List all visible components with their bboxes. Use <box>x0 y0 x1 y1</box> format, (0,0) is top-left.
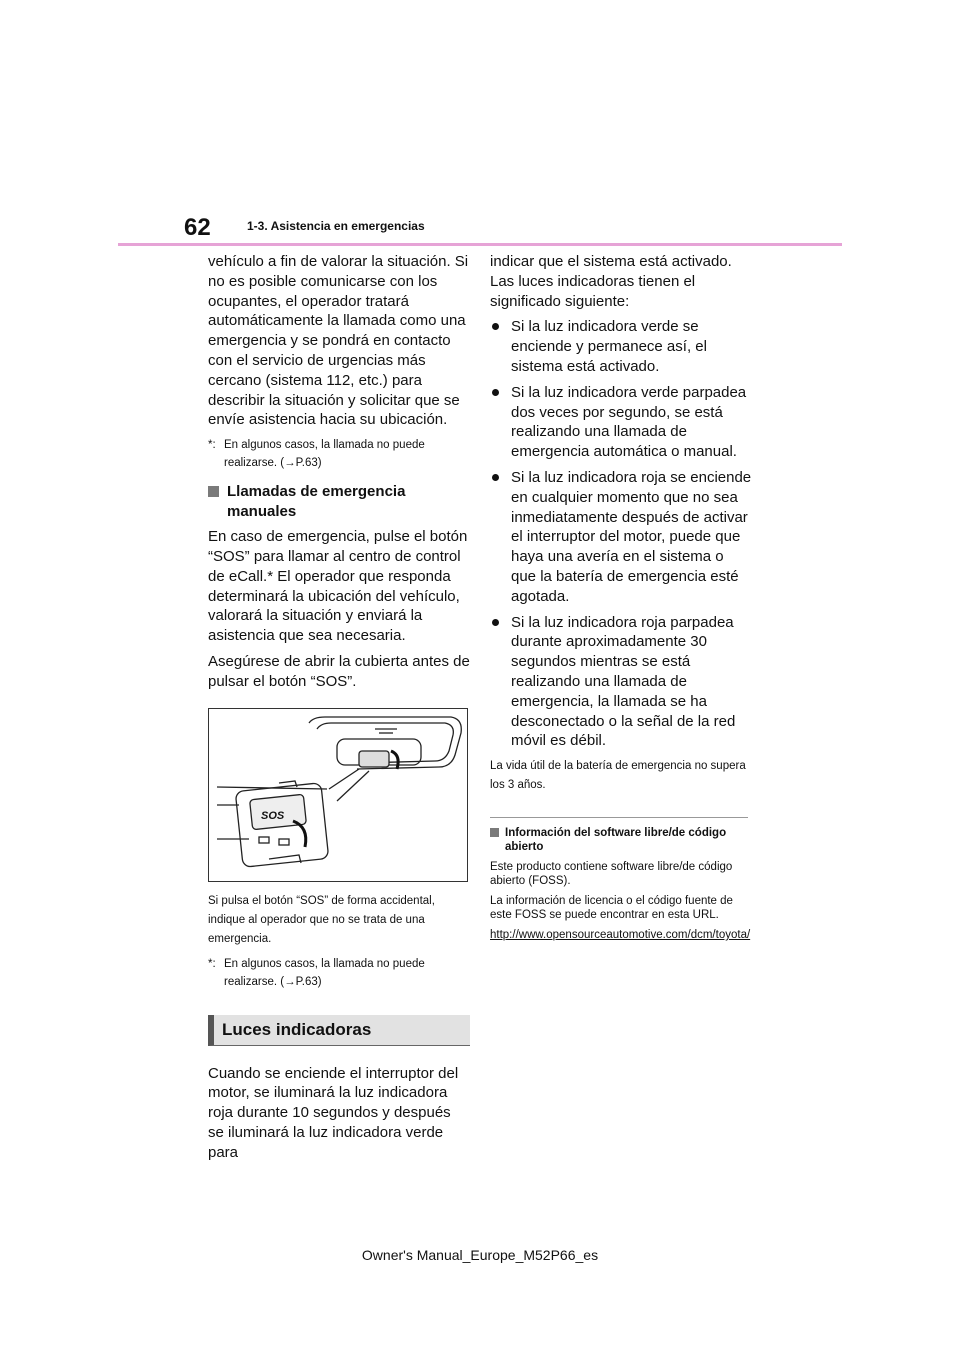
foss-heading-text: Información del software libre/de código abierto <box>505 827 727 854</box>
section-title: 1-3. Asistencia en emergencias <box>247 219 425 233</box>
sos-button-illustration <box>208 708 468 882</box>
foss-link[interactable]: http://www.opensourceautomotive.com/dcm/toyota/ <box>490 929 751 942</box>
left-column <box>208 252 470 1169</box>
footer-text: Owner's Manual_Europe_M52P66_es <box>361 1247 599 1263</box>
foss-license-paragraph: La información de licencia o el código fuente de este FOSS se puede encontrar en esta URL. <box>490 895 733 922</box>
sos-button-label: SOS <box>261 809 285 822</box>
square-bullet-icon <box>490 828 499 837</box>
list-item: Si la luz indicadora verde parpadea dos veces por segundo, se está realizando una llamada de emergencia automática o manual. <box>490 383 752 462</box>
list-item: Si la luz indicadora verde se enciende y permanece así, el sistema está activado. <box>490 317 752 376</box>
indicator-meaning-paragraph: indicar que el sistema está activado. Las luces indicadoras tienen el significado siguiente: <box>490 253 732 310</box>
footnote <box>208 436 470 472</box>
page-number: 62 <box>184 214 211 241</box>
foss-paragraph: Este producto contiene software libre/de código abierto (FOSS). <box>490 861 733 888</box>
figure-caption: Si pulsa el botón “SOS” de forma accidental, indique al operador que no se trata de una emergencia. <box>208 894 435 945</box>
battery-note: La vida útil de la batería de emergencia no supera los 3 años. <box>490 760 746 792</box>
open-cover-paragraph: Asegúrese de abrir la cubierta antes de pulsar el botón “SOS”. <box>208 652 470 690</box>
footnote-text: En algunos casos, la llamada no puede realizarse. (→P.63) <box>224 439 425 470</box>
list-item: Si la luz indicadora roja se enciende en cualquier momento que no sea inmediatamente después de activar el interruptor del motor, puede que haya una avería en el sistema o que la batería de emergencia esté agotada. <box>490 468 752 607</box>
manual-calls-heading-text: Llamadas de emergencia manuales <box>227 483 406 520</box>
bullet-dot-icon <box>492 389 499 396</box>
right-column <box>490 252 752 942</box>
indicator-lights-heading: Luces indicadoras <box>208 1015 470 1046</box>
footnote-mark: *: <box>208 439 216 452</box>
section-divider <box>490 817 748 818</box>
header-rule <box>118 243 842 246</box>
manual-calls-heading <box>208 482 470 521</box>
square-bullet-icon <box>208 486 219 497</box>
indicator-bullet-list <box>490 317 752 751</box>
bullet-dot-icon <box>492 474 499 481</box>
intro-paragraph: vehículo a fin de valorar la situación. Si no es posible comunicarse con los ocupantes, el operador tratará automáticamente la llamada como una emergencia y se pondrá en contacto con el servicio de urgencias más cercano (sistema 112, etc.) para describir la situación y solicitar que se envíe asistencia hacia su ubicación. <box>208 253 469 429</box>
foss-heading <box>490 826 752 854</box>
list-item: Si la luz indicadora roja parpadea durante aproximadamente 30 segundos mientras se está realizando una llamada de emergencia, la llamada se ha desconectado o la señal de la red móvil es débil. <box>490 613 752 752</box>
manual-calls-paragraph: En caso de emergencia, pulse el botón “SOS” para llamar al centro de control de eCall.* El operador que responda determinará la ubicación del vehículo, valorará la situación y enviará la asistencia que sea necesaria. <box>208 528 468 645</box>
bullet-dot-icon <box>492 323 499 330</box>
footnote-mark: *: <box>208 957 216 970</box>
indicator-lights-paragraph: Cuando se enciende el interruptor del motor, se iluminará la luz indicadora roja durante 10 segundos y después se iluminará la luz indicadora verde para <box>208 1064 459 1161</box>
bullet-dot-icon <box>492 619 499 626</box>
footnote-text: En algunos casos, la llamada no puede realizarse. (→P.63) <box>224 957 425 988</box>
footnote <box>208 955 470 991</box>
